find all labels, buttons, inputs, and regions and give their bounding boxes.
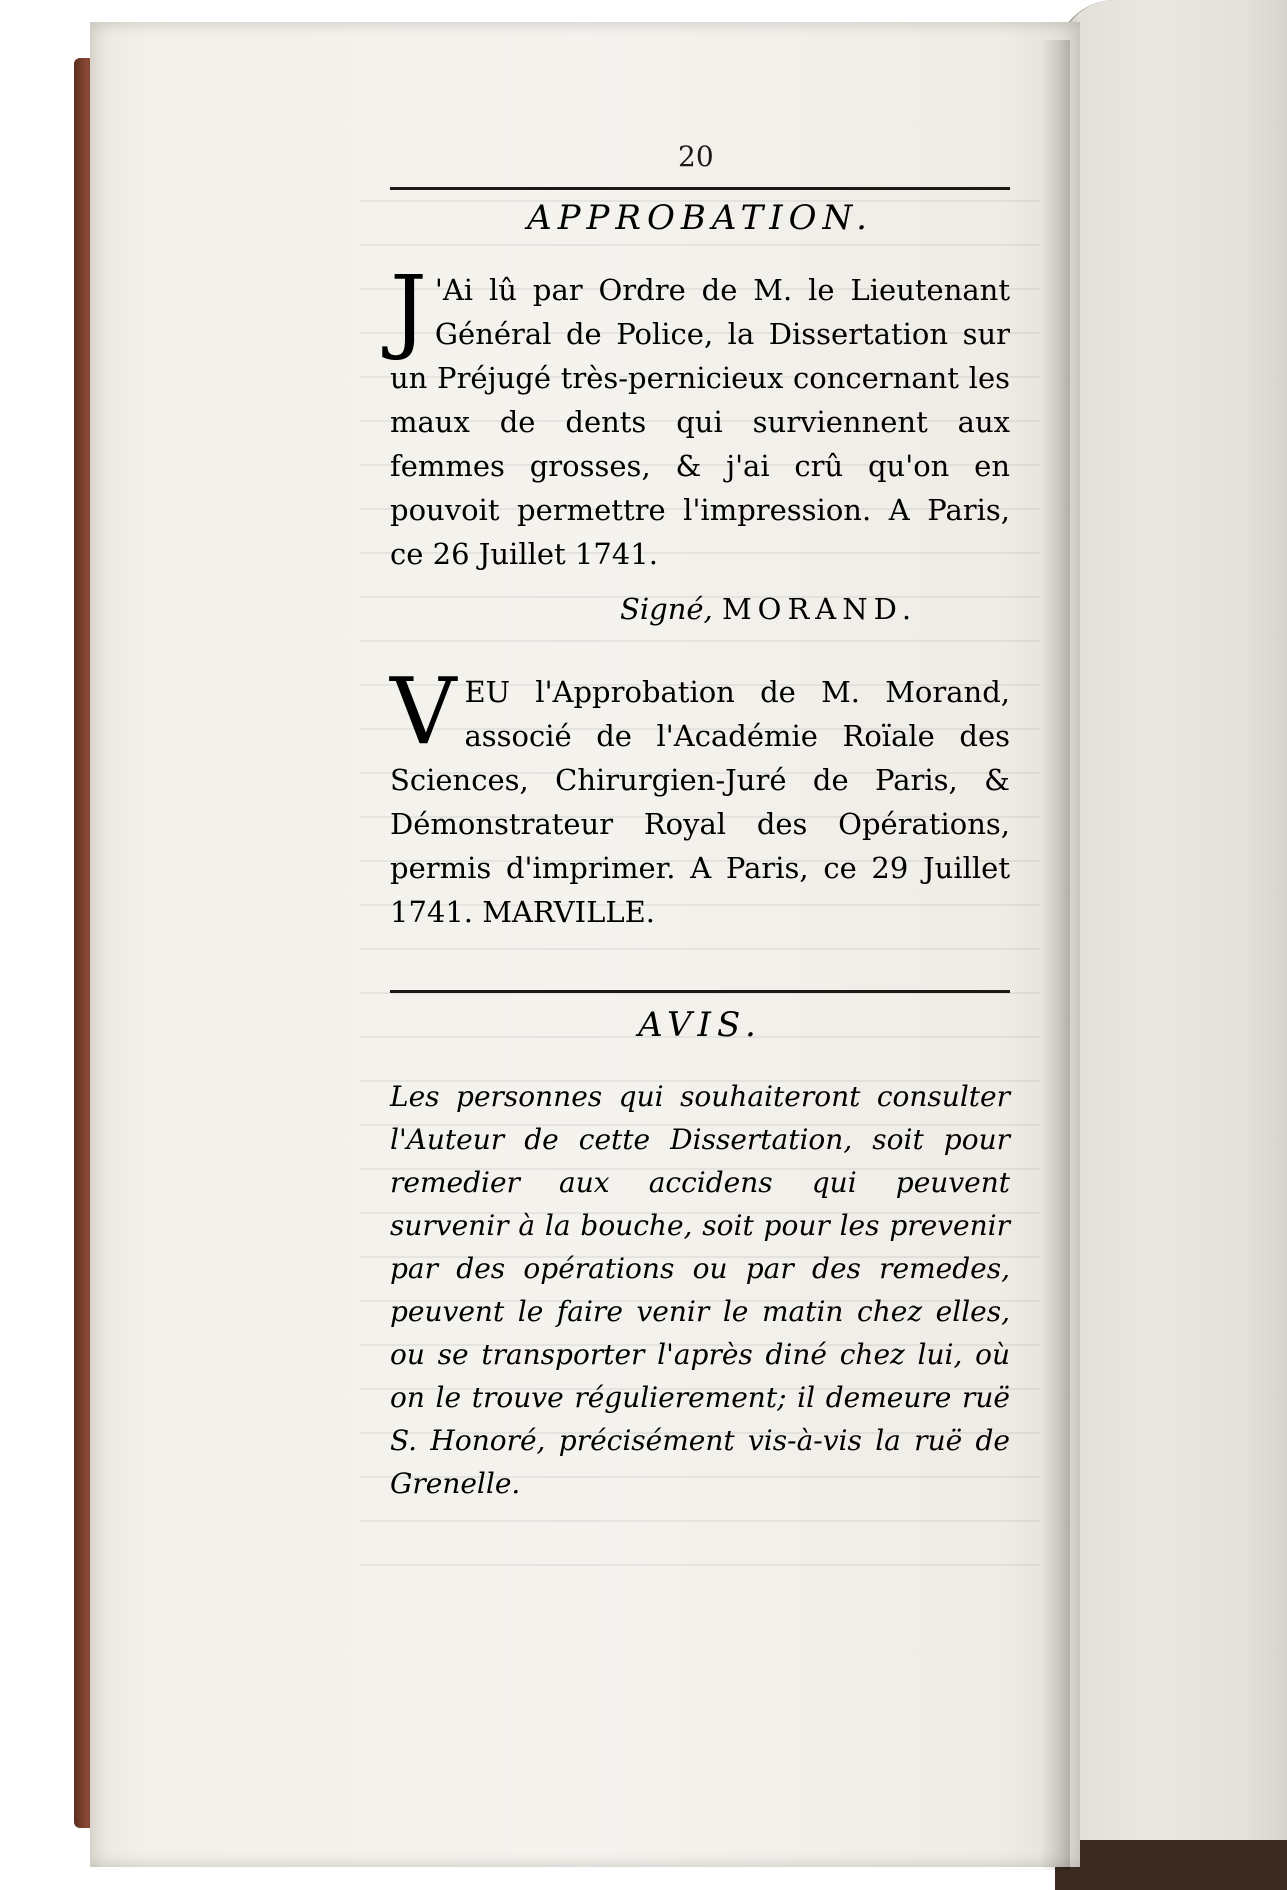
signature-prefix: Signé,	[620, 592, 713, 626]
signature-name: MORAND.	[721, 592, 918, 626]
section-rule	[390, 990, 1010, 993]
approbation-heading: APPROBATION.	[527, 198, 873, 238]
gutter-shadow	[1040, 40, 1070, 1870]
avis-paragraph: Les personnes qui souhaiteront consulter l'Auteur de cette Dissertation, soit pour remedier aux accidens qui peuvent survenir à la bouche, soit pour les prevenir par des opérations ou par des remedes, peuvent le faire venir le matin chez elles, ou se transporter l'après diné chez lui, où on le trouve régulierement; il demeure ruë S. Honoré, précisément vis-à-vis la ruë de Grenelle.	[390, 1080, 1010, 1500]
permis-dropcap: V	[390, 658, 457, 765]
facing-page	[1055, 0, 1287, 1890]
top-rule	[390, 187, 1010, 190]
book-cover-bottom	[1055, 1840, 1287, 1890]
avis-heading: AVIS.	[638, 1005, 762, 1045]
page-number: 20	[678, 140, 714, 173]
approbation-paragraph	[390, 256, 1010, 576]
approbation-body: 'Ai lû par Ordre de M. le Lieutenant Général de Police, la Dissertation sur un Préjugé très-pernicieux concernant les maux de dents qui surviennent aux femmes grosses, & j'ai crû qu'on en pouvoit permettre l'impression. A Paris, ce 26 Juillet 1741.	[390, 273, 1010, 571]
permis-paragraph	[390, 658, 1010, 934]
signature	[620, 592, 917, 626]
approbation-dropcap: J	[390, 256, 427, 363]
permis-body: EU l'Approbation de M. Morand, associé de l'Académie Roïale des Sciences, Chirurgien-Juré de Paris, & Démonstrateur Royal des Opérations, permis d'imprimer. A Paris, ce 29 Juillet 1741. MARVILLE.	[390, 675, 1010, 929]
